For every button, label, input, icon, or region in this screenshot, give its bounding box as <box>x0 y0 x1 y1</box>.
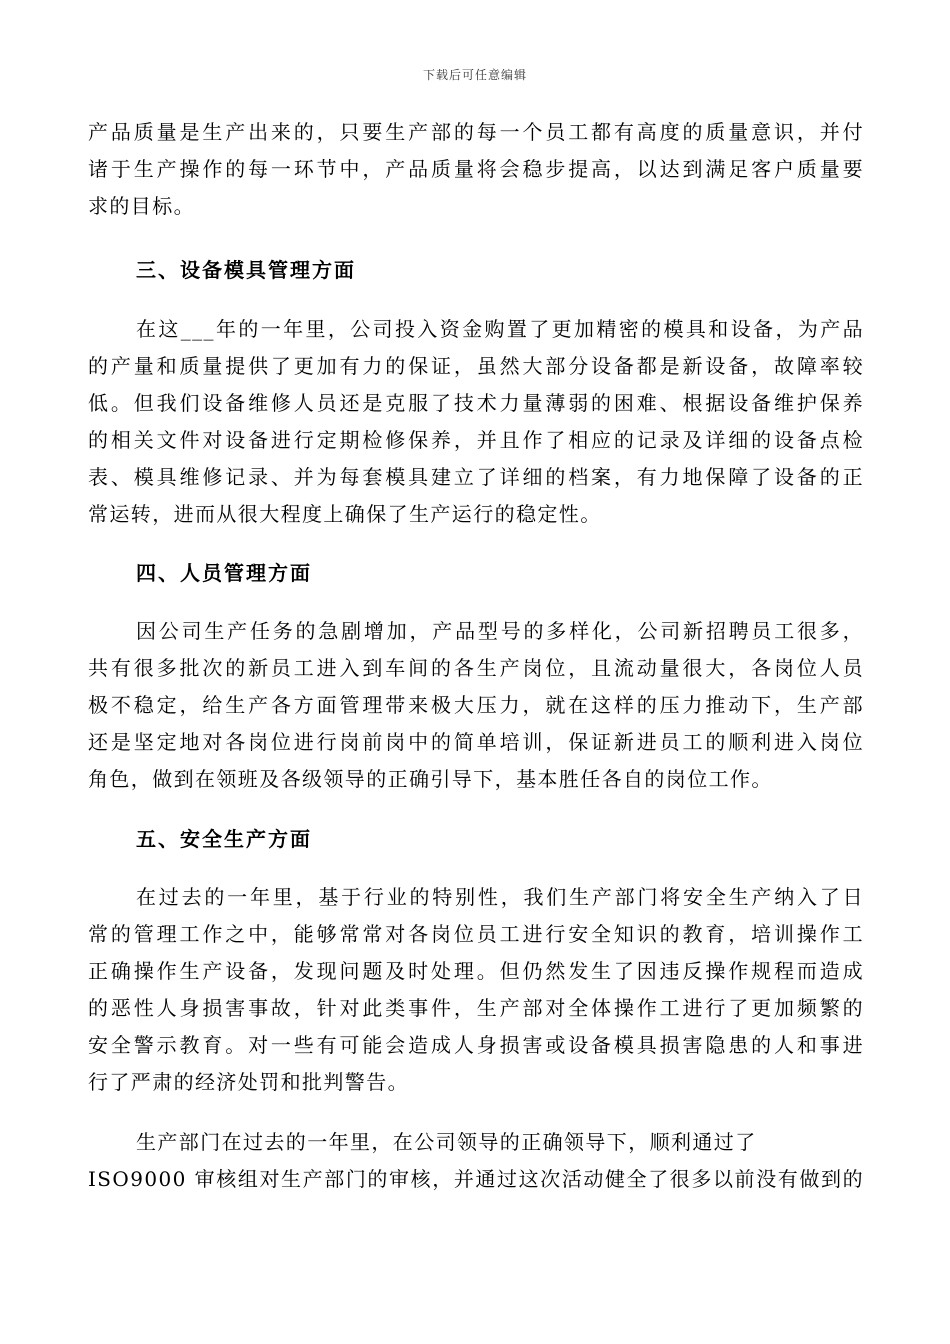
download-note: 下载后可任意编辑 <box>422 68 527 82</box>
text-line: 诸于生产操作的每一环节中，产品质量将会稳步提高，以达到满足客户质量要 <box>88 157 864 181</box>
text-line: 低。但我们设备维修人员还是克服了技术力量薄弱的困难、根据设备维护保养 <box>88 391 864 415</box>
text-line: 常运转，进而从很大程度上确保了生产运行的稳定性。 <box>88 502 602 526</box>
text-line: 角色，做到在领班及各级领导的正确引导下，基本胜任各自的岗位工作。 <box>88 767 773 791</box>
text-line: 行了严肃的经济处罚和批判警告。 <box>88 1070 409 1094</box>
text-line: 的恶性人身损害事故，针对此类事件，生产部对全体操作工进行了更加频繁的 <box>88 996 864 1020</box>
text-line: ISO9000 审核组对生产部门的审核，并通过这次活动健全了很多以前没有做到的 <box>88 1167 864 1191</box>
text-line: 因公司生产任务的急剧增加，产品型号的多样化，公司新招聘员工很多， <box>136 619 864 643</box>
intro-paragraph <box>88 114 864 225</box>
text-line: 产品质量是生产出来的，只要生产部的每一个员工都有高度的质量意识，并付 <box>88 120 864 144</box>
text-line: 在这___年的一年里，公司投入资金购置了更加精密的模具和设备，为产品 <box>136 317 864 341</box>
text-line: 表、模具维修记录、并为每套模具建立了详细的档案，有力地保障了设备的正 <box>88 465 864 489</box>
text-line: 还是坚定地对各岗位进行岗前岗中的简单培训，保证新进员工的顺利进入岗位 <box>88 730 864 754</box>
section-heading-equipment: 三、设备模具管理方面 <box>136 258 356 282</box>
section-heading-safety: 五、安全生产方面 <box>136 827 312 851</box>
text-line: 生产部门在过去的一年里，在公司领导的正确领导下，顺利通过了 <box>136 1130 757 1154</box>
final-paragraph <box>88 1124 864 1198</box>
text-line: 共有很多批次的新员工进入到车间的各生产岗位，且流动量很大，各岗位人员 <box>88 656 864 680</box>
section-safety-paragraph <box>88 879 864 1101</box>
text-line: 的相关文件对设备进行定期检修保养，并且作了相应的记录及详细的设备点检 <box>88 428 864 452</box>
text-line: 极不稳定，给生产各方面管理带来极大压力，就在这样的压力推动下，生产部 <box>88 693 864 717</box>
text-line: 求的目标。 <box>88 194 195 218</box>
text-line: 正确操作生产设备，发现问题及时处理。但仍然发生了因违反操作规程而造成 <box>88 959 864 983</box>
text-line: 常的管理工作之中，能够常常对各岗位员工进行安全知识的教育，培训操作工 <box>88 922 864 946</box>
text-line: 的产量和质量提供了更加有力的保证，虽然大部分设备都是新设备，故障率较 <box>88 354 864 378</box>
text-line: 在过去的一年里，基于行业的特别性，我们生产部门将安全生产纳入了日 <box>136 885 864 909</box>
text-line: 安全警示教育。对一些有可能会造成人身损害或设备模具损害隐患的人和事进 <box>88 1033 864 1057</box>
section-heading-personnel: 四、人员管理方面 <box>136 561 312 585</box>
section-equipment-paragraph <box>88 311 864 533</box>
section-personnel-paragraph <box>88 613 864 798</box>
